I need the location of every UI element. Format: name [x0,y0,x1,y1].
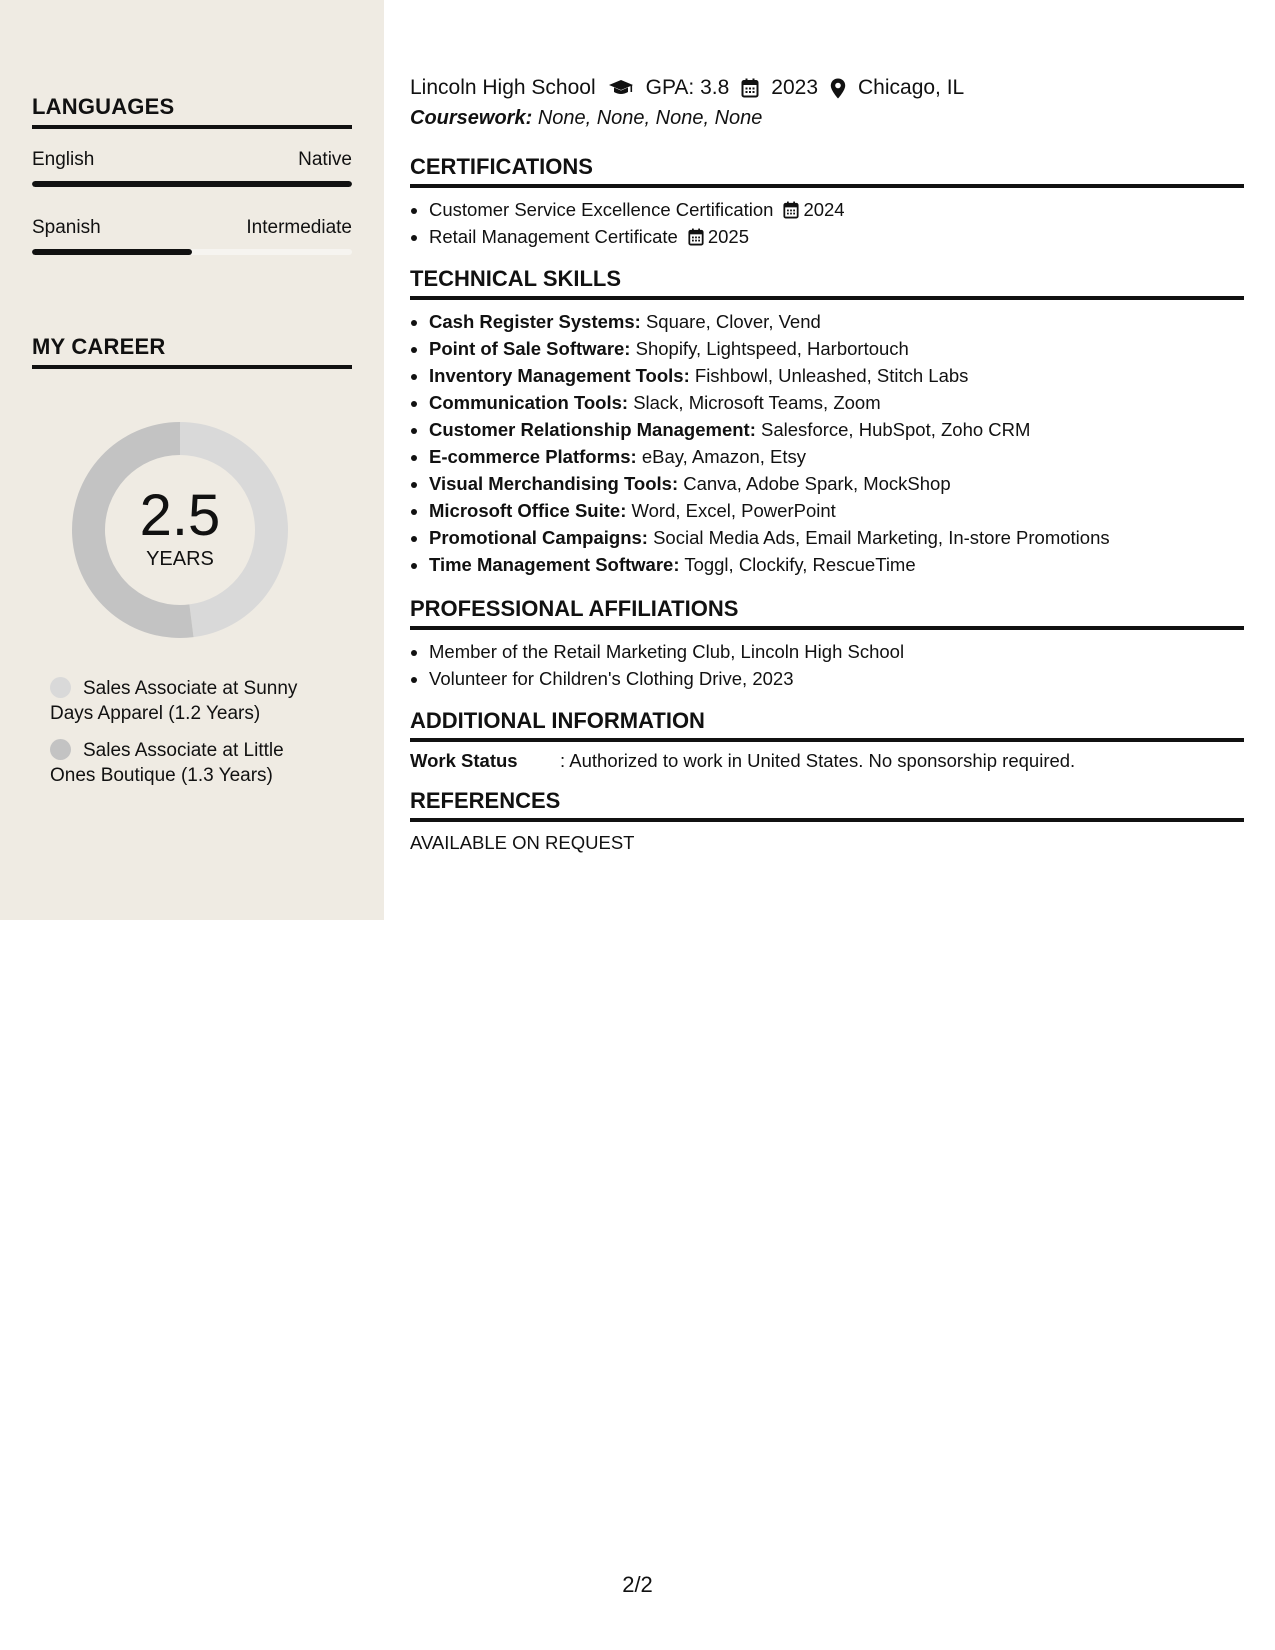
graduation-cap-icon [608,78,634,98]
skill-item [429,389,1244,416]
skill-value: Square, Clover, Vend [645,311,821,332]
language-item [32,217,352,255]
calendar-icon [783,201,799,219]
career-legend-item [50,738,320,788]
skill-item [429,497,1244,524]
map-pin-icon [830,78,846,99]
gpa: GPA: 3.8 [645,76,730,99]
languages-section [32,94,352,255]
skill-label: Microsoft Office Suite: [429,500,627,521]
skill-item [429,362,1244,389]
skill-item [429,308,1244,335]
certifications-heading: CERTIFICATIONS [410,154,1244,188]
skill-value: Shopify, Lightspeed, Harbortouch [635,338,909,359]
career-legend-label: Sales Associate at Sunny Days Apparel (1.2 Years) [50,678,298,724]
career-legend-label: Sales Associate at Little Ones Boutique (1.3 Years) [50,740,284,786]
skill-item [429,524,1244,551]
skill-value: Word, Excel, PowerPoint [631,500,836,521]
page-number: 2/2 [622,1572,653,1597]
skill-value: eBay, Amazon, Etsy [641,446,807,467]
skill-label: Inventory Management Tools: [429,365,690,386]
donut-center [64,414,296,646]
language-proficiency-fill [32,181,352,187]
work-status-row [410,750,1244,772]
career-section [32,334,352,369]
certification-name: Retail Management Certificate [429,226,678,247]
skill-value: Slack, Microsoft Teams, Zoom [633,392,881,413]
work-status-label: Work Status [410,750,518,771]
skill-label: Cash Register Systems: [429,311,641,332]
sidebar [0,0,384,920]
certification-year: 2025 [707,226,749,247]
references-section [410,788,1244,854]
additional-info-section [410,708,1244,772]
skill-value: Toggl, Clockify, RescueTime [684,554,916,575]
affiliation-item: • Volunteer for Children's Clothing Drive, 2023 [429,665,1244,692]
skill-label: Visual Merchandising Tools: [429,473,679,494]
skill-item [429,551,1244,578]
certification-name: Customer Service Excellence Certification [429,199,774,220]
graduation-year: 2023 [771,76,818,99]
skill-value: Social Media Ads, Email Marketing, In-store Promotions [653,527,1110,548]
career-legend-item [50,676,320,726]
skill-label: Point of Sale Software: [429,338,631,359]
skill-item [429,470,1244,497]
skill-item [429,416,1244,443]
language-proficiency-fill [32,249,192,255]
additional-info-heading: ADDITIONAL INFORMATION [410,708,1244,742]
coursework-label: Coursework: [410,107,533,129]
certification-item [429,223,1244,250]
skill-label: Promotional Campaigns: [429,527,648,548]
coursework-value: None, None, None, None [537,107,763,129]
career-total-unit: YEARS [146,547,214,570]
languages-heading: LANGUAGES [32,94,352,129]
work-status-value: : Authorized to work in United States. No sponsorship required. [560,750,1076,771]
affiliations-section [410,596,1244,692]
main-content [410,76,1244,854]
legend-dot-icon [50,677,71,698]
references-text: AVAILABLE ON REQUEST [410,832,635,853]
skill-item [429,335,1244,362]
career-total-years: 2.5 [139,482,221,548]
calendar-icon [741,78,759,98]
career-heading: MY CAREER [32,334,352,369]
certifications-section [410,154,1244,250]
language-proficiency-bar [32,249,352,255]
skill-value: Salesforce, HubSpot, Zoho CRM [761,419,1031,440]
skill-value: Canva, Adobe Spark, MockShop [683,473,951,494]
language-level: Intermediate [246,217,352,238]
skill-label: Communication Tools: [429,392,629,413]
affiliation-item: • Member of the Retail Marketing Club, Lincoln High School [429,638,1244,665]
technical-skills-heading: TECHNICAL SKILLS [410,266,1244,300]
language-name: Spanish [32,217,101,238]
skill-item [429,443,1244,470]
calendar-icon [688,228,704,246]
affiliations-heading: PROFESSIONAL AFFILIATIONS [410,596,1244,630]
skill-value: Fishbowl, Unleashed, Stitch Labs [694,365,969,386]
school-name: Lincoln High School [410,76,596,99]
skill-label: Customer Relationship Management: [429,419,756,440]
coursework [410,107,1244,130]
skill-label: E-commerce Platforms: [429,446,637,467]
references-heading: REFERENCES [410,788,1244,822]
language-name: English [32,149,95,170]
career-donut-chart [64,414,296,646]
certification-item [429,196,1244,223]
education-entry [410,76,1244,130]
legend-dot-icon [50,739,71,760]
technical-skills-section [410,266,1244,578]
certification-year: 2024 [803,199,845,220]
school-location: Chicago, IL [858,76,965,99]
language-level: Native [298,149,352,170]
language-proficiency-bar [32,181,352,187]
skill-label: Time Management Software: [429,554,680,575]
language-item [32,149,352,187]
